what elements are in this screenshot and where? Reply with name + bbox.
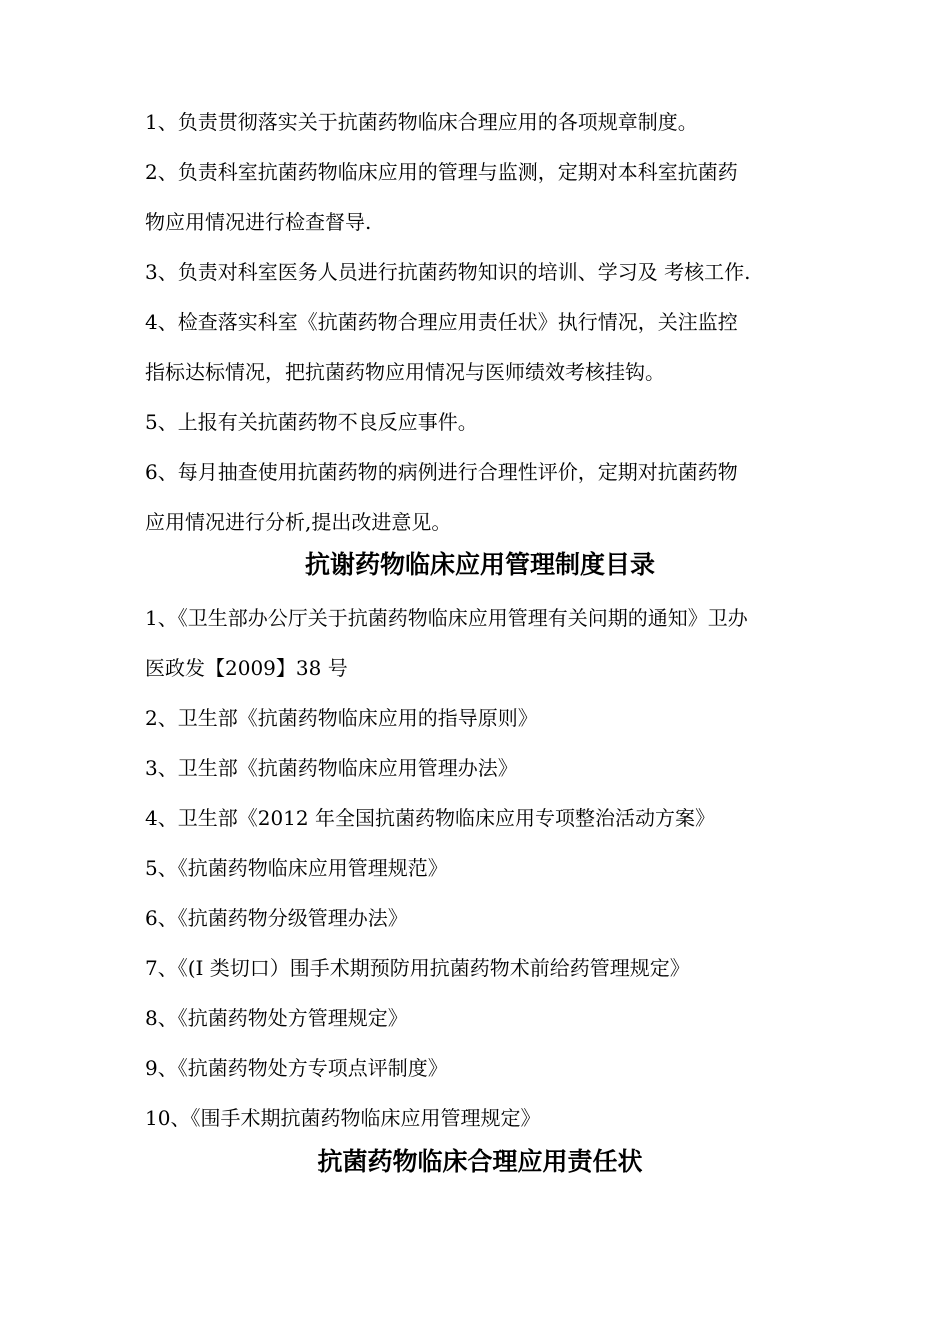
paragraph-line: 6、每月抽查使用抗菌药物的病例进行合理性评价，定期对抗菌药物 (145, 460, 738, 484)
list-item: 2、卫生部《抗菌药物临床应用的指导原则》 (145, 706, 538, 730)
list-item: 5、《抗菌药物临床应用管理规范》 (145, 856, 448, 880)
list-item: 10、《围手术期抗菌药物临床应用管理规定》 (145, 1106, 541, 1130)
list-item: 医政发【2009】38 号 (145, 656, 348, 680)
paragraph-line: 3、负责对科室医务人员进行抗菌药物知识的培训、学习及 考核工作. (145, 260, 751, 284)
list-item: 8、《抗菌药物处方管理规定》 (145, 1006, 408, 1030)
paragraph-line: 指标达标情况，把抗菌药物应用情况与医师绩效考核挂钩。 (145, 360, 665, 384)
paragraph-line: 5、上报有关抗菌药物不良反应事件。 (145, 410, 478, 434)
list-item: 1、《卫生部办公厅关于抗菌药物临床应用管理有关问期的通知》卫办 (145, 606, 748, 630)
list-item: 7、《(I 类切口）围手术期预防用抗菌药物术前给药管理规定》 (145, 956, 690, 980)
paragraph-line: 1、负责贯彻落实关于抗菌药物临床合理应用的各项规章制度。 (145, 110, 698, 134)
paragraph-line: 4、检查落实科室《抗菌药物合理应用责任状》执行情况，关注监控 (145, 310, 738, 334)
paragraph-line: 物应用情况进行检查督导. (145, 210, 372, 234)
list-item: 9、《抗菌药物处方专项点评制度》 (145, 1056, 448, 1080)
responsibilities-section (145, 97, 750, 547)
list-item: 6、《抗菌药物分级管理办法》 (145, 906, 408, 930)
list-item: 3、卫生部《抗菌药物临床应用管理办法》 (145, 756, 518, 780)
paragraph-line: 2、负责科室抗菌药物临床应用的管理与监测，定期对本科室抗菌药 (145, 160, 738, 184)
section-heading-responsibility: 抗菌药物临床合理应用责任状 (317, 1147, 643, 1176)
directory-list (145, 593, 748, 1143)
paragraph-line: 应用情况进行分析,提出改进意见。 (145, 510, 452, 534)
list-item: 4、卫生部《2012 年全国抗菌药物临床应用专项整治活动方案》 (145, 806, 715, 830)
section-heading-directory: 抗谢药物临床应用管理制度目录 (304, 550, 655, 579)
